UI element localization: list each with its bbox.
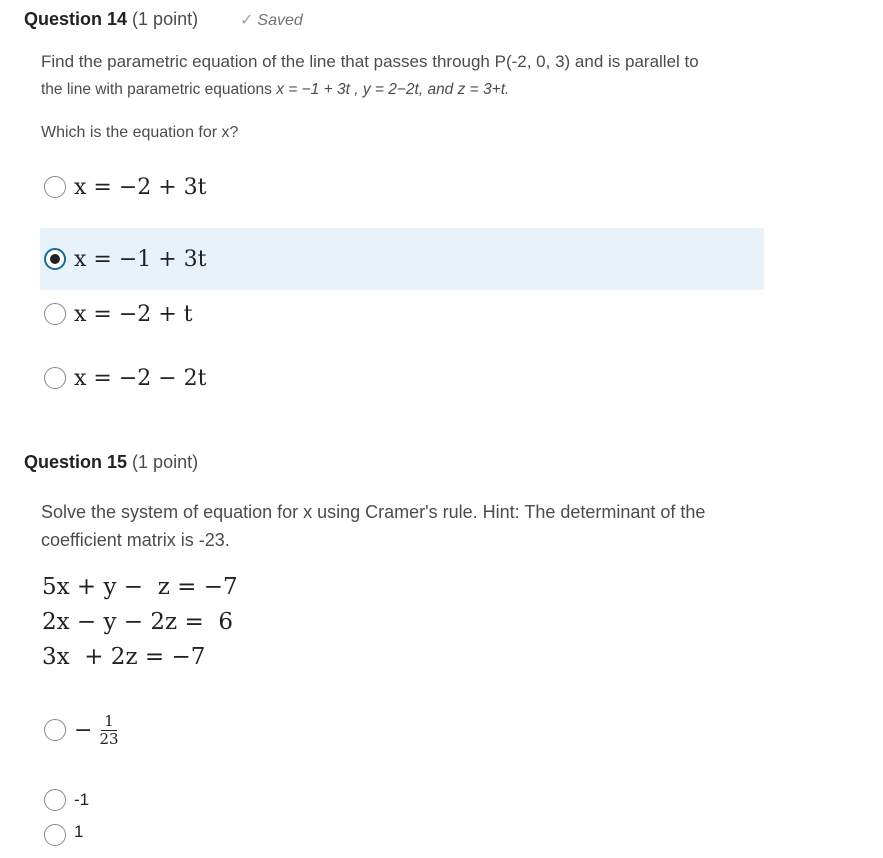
prompt-line-2-equations: x = −1 + 3t , y = 2−2t, and z = 3+t. <box>276 81 510 98</box>
q15-option-1[interactable] <box>40 700 764 760</box>
equation-row-1: 5x + y − z = −7 <box>42 574 238 600</box>
q14-option-4[interactable] <box>40 347 764 409</box>
checkmark-icon: ✓ <box>240 12 254 29</box>
equation-row-2: 2x − y − 2z = 6 <box>42 609 233 635</box>
question-15-header <box>24 452 198 473</box>
saved-label: Saved <box>257 12 303 29</box>
radio-button[interactable] <box>44 824 66 846</box>
prompt-line-1: Find the parametric equation of the line that passes through P(-2, 0, 3) and is parallel to <box>41 52 699 71</box>
radio-button[interactable] <box>44 176 66 198</box>
q14-option-1[interactable] <box>40 156 764 218</box>
question-14-header <box>24 9 198 30</box>
q15-option-2-label: -1 <box>74 790 90 809</box>
question-15-prompt: Solve the system of equation for x using Cramer's rule. Hint: The determinant of the coefficient matrix is -23. <box>41 502 706 550</box>
fraction-denominator: 23 <box>99 729 119 748</box>
equation-system <box>42 570 238 675</box>
saved-status <box>240 10 303 30</box>
q14-option-1-label: x = −2 + 3t <box>74 174 207 200</box>
question-15-points: (1 point) <box>132 452 199 472</box>
radio-button[interactable] <box>44 367 66 389</box>
radio-button[interactable] <box>44 719 66 741</box>
q14-option-2[interactable] <box>40 228 764 290</box>
radio-button-selected[interactable] <box>44 248 66 270</box>
question-14-subquestion: Which is the equation for x? <box>41 124 239 141</box>
question-14-title: Question 14 <box>24 9 128 29</box>
q14-option-2-label: x = −1 + 3t <box>74 246 207 272</box>
fraction <box>96 713 121 748</box>
question-15-title: Question 15 <box>24 452 128 472</box>
prompt-line-2-text: the line with parametric equations <box>41 81 277 98</box>
q14-option-3[interactable] <box>40 283 764 345</box>
q14-option-4-label: x = −2 − 2t <box>74 365 207 391</box>
q15-option-3[interactable] <box>40 818 764 858</box>
q15-option-3-label: 1 <box>74 822 84 841</box>
radio-button[interactable] <box>44 789 66 811</box>
prompt-line-2 <box>41 76 771 104</box>
question-14-points: (1 point) <box>132 9 199 29</box>
question-14-prompt <box>41 48 771 104</box>
fraction-numerator: 1 <box>101 713 117 731</box>
radio-button[interactable] <box>44 303 66 325</box>
equation-row-3: 3x + 2z = −7 <box>42 644 206 670</box>
fraction-sign: − <box>74 717 93 743</box>
q14-option-3-label: x = −2 + t <box>74 301 193 327</box>
q15-option-1-label <box>74 713 122 748</box>
